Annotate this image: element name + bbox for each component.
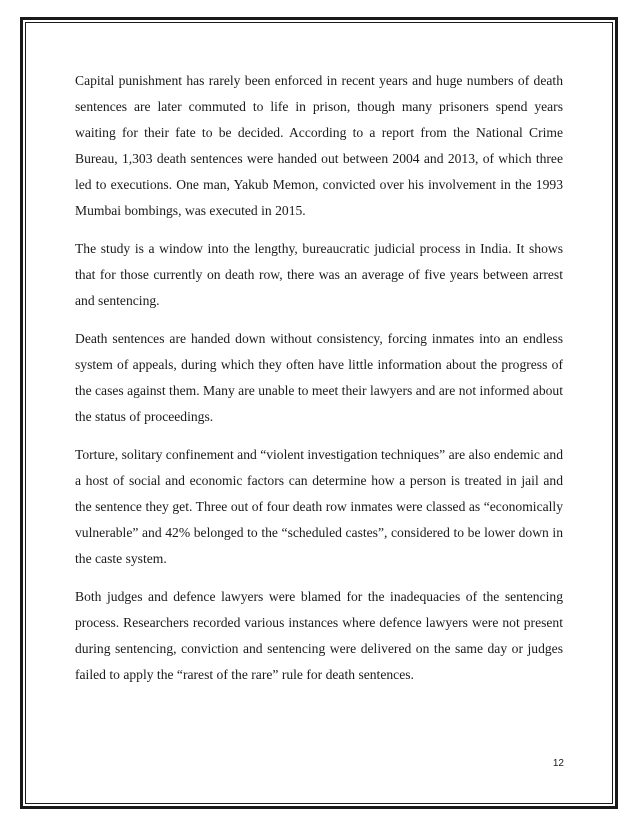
paragraph-torture-and-factors: Torture, solitary confinement and “violent investigation techniques” are also endemic and a host of social and economic factors can determine how a person is treated in jail and the sentence they get. Three out of four death row inmates were classed as “economically vulnerable” and 42% belonged to the “scheduled castes”, considered to be lower down in the caste system. <box>75 447 563 566</box>
page-number: 12 <box>552 758 564 769</box>
paragraph-capital-punishment: Capital punishment has rarely been enforced in recent years and huge numbers of death sentences are later commuted to life in prison, though many prisoners spend years waiting for their fate to be decided. According to a report from the National Crime Bureau, 1,303 death sentences were handed out between 2004 and 2013, of which three led to executions. One man, Yakub Memon, convicted over his involvement in the 1993 Mumbai bombings, was executed in 2015. <box>75 73 563 218</box>
paragraph-inconsistent-sentences: Death sentences are handed down without consistency, forcing inmates into an endless system of appeals, during which they often have little information about the progress of the cases against them. Many are unable to meet their lawyers and are not informed about the status of proceedings. <box>75 331 563 424</box>
document-body <box>75 68 563 700</box>
paragraph-study-window: The study is a window into the lengthy, bureaucratic judicial process in India. It shows that for those currently on death row, there was an average of five years between arrest and sentencing. <box>75 241 563 308</box>
paragraph-judges-and-lawyers: Both judges and defence lawyers were blamed for the inadequacies of the sentencing process. Researchers recorded various instances where defence lawyers were not present during sentencing, conviction and sentencing were delivered on the same day or judges failed to apply the “rarest of the rare” rule for death sentences. <box>75 589 563 682</box>
